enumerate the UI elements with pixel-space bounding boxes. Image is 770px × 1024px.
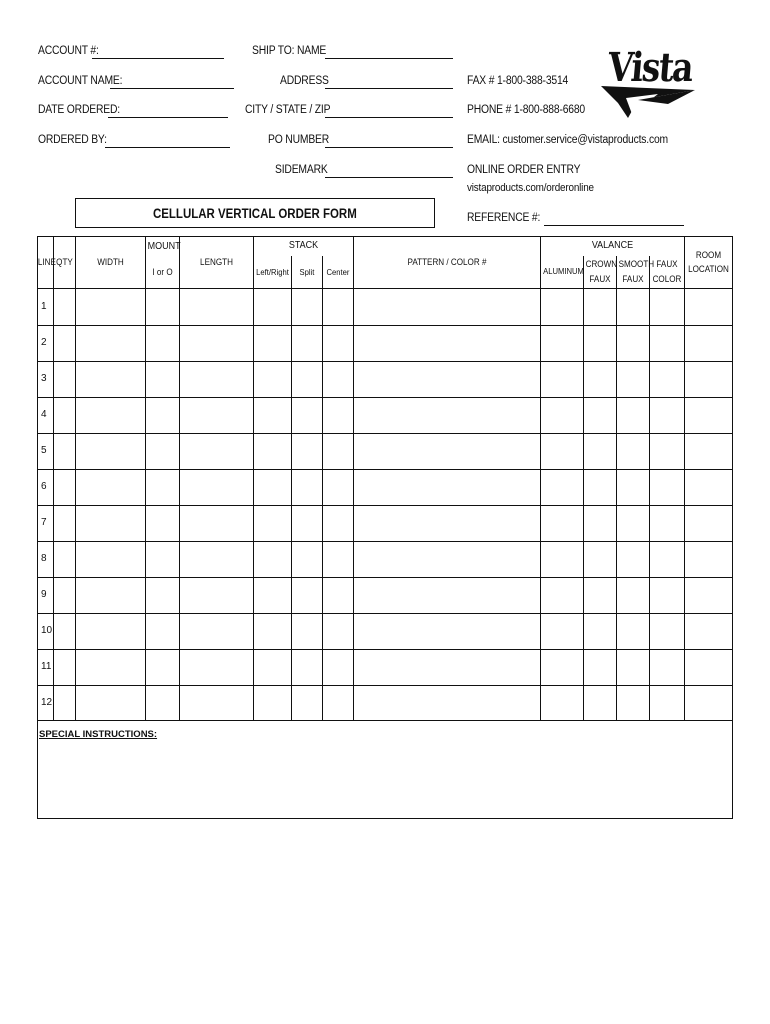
row-number: 10	[41, 625, 53, 636]
col-length: LENGTH	[200, 257, 233, 267]
account-number-label: ACCOUNT #:	[38, 45, 99, 57]
row-number: 9	[41, 589, 47, 600]
special-instructions-label: SPECIAL INSTRUCTIONS:	[39, 729, 158, 740]
online-order-url: vistaproducts.com/orderonline	[467, 182, 594, 194]
address-label: ADDRESS	[280, 75, 329, 87]
online-order-label: ONLINE ORDER ENTRY	[467, 164, 581, 176]
col-crown-sub: FAUX	[589, 274, 611, 284]
row-number: 4	[41, 409, 47, 420]
ship-to-name-label: SHIP TO: NAME	[252, 45, 327, 57]
col-room-sub: LOCATION	[688, 264, 729, 274]
form-title: CELLULAR VERTICAL ORDER FORM	[153, 205, 357, 221]
col-qty: QTY	[56, 257, 73, 267]
row-number: 6	[41, 481, 47, 492]
col-pattern-color: PATTERN / COLOR #	[407, 257, 487, 267]
col-mount-sub: I or O	[152, 267, 173, 277]
row-number: 11	[41, 661, 52, 672]
col-smooth: SMOOTH	[618, 259, 655, 269]
col-line: LINE	[37, 257, 56, 267]
col-stack: STACK	[288, 240, 319, 251]
account-name-label: ACCOUNT NAME:	[38, 75, 123, 87]
row-number: 1	[41, 301, 47, 312]
col-valance: VALANCE	[591, 240, 634, 251]
row-number: 5	[41, 445, 47, 456]
special-instructions-field[interactable]	[38, 744, 732, 818]
row-number: 7	[41, 517, 47, 528]
email-address: EMAIL: customer.service@vistaproducts.com	[467, 134, 668, 146]
sidemark-label: SIDEMARK	[275, 164, 328, 176]
col-room: ROOM	[695, 250, 722, 260]
row-number: 8	[41, 553, 47, 564]
row-number: 2	[41, 337, 47, 348]
city-state-zip-label: CITY / STATE / ZIP	[245, 104, 331, 116]
col-faux-sub: COLOR	[652, 274, 682, 284]
col-width: WIDTH	[97, 257, 124, 267]
ordered-by-label: ORDERED BY:	[38, 134, 107, 146]
col-smooth-sub: FAUX	[622, 274, 644, 284]
date-ordered-label: DATE ORDERED:	[38, 104, 121, 116]
col-crown: CROWN	[585, 259, 618, 269]
reference-label: REFERENCE #:	[467, 212, 541, 224]
logo-wordmark: Vista	[605, 44, 695, 91]
row-number: 12	[41, 697, 53, 708]
col-mount: MOUNT	[147, 241, 181, 252]
row-number: 3	[41, 373, 47, 384]
col-stack-split: Split	[299, 267, 315, 277]
po-number-label: PO NUMBER	[268, 134, 330, 146]
col-stack-center: Center	[326, 267, 350, 277]
phone-number: PHONE # 1-800-888-6680	[467, 104, 586, 116]
col-stack-left-right: Left/Right	[256, 267, 289, 277]
fax-number: FAX # 1-800-388-3514	[467, 75, 569, 87]
col-faux: FAUX	[656, 259, 678, 269]
col-aluminum: ALUMINUM	[543, 266, 584, 276]
